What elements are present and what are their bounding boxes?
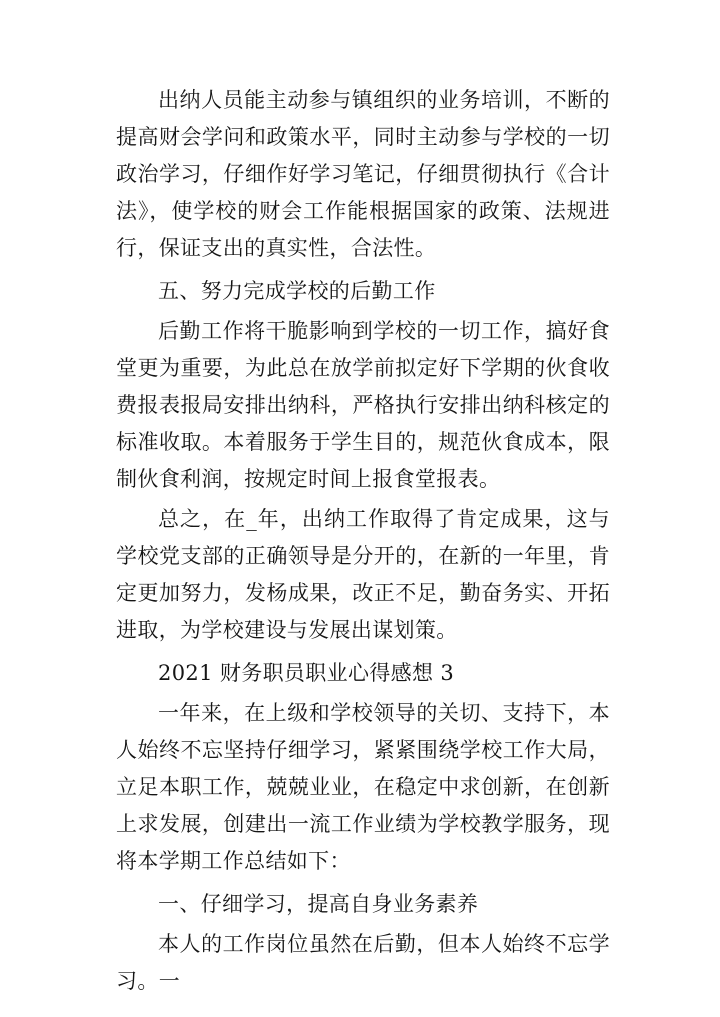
article-heading: 2021 财务职员职业心得感想 3 [158,661,455,685]
document-body [116,82,610,1000]
paragraph-study: 本人的工作岗位虽然在后勤，但本人始终不忘学习。一 [116,932,610,993]
paragraph-training: 出纳人员能主动参与镇组织的业务培训，不断的提高财会学问和政策水平，同时主动参与学校的一切政治学习，仔细作好学习笔记，仔细贯彻执行《合计法》，使学校的财会工作能根据国家的政策、法规进行，保证支出的真实性，合法性。 [116,88,610,260]
paragraph-summary: 总之，在_年，出纳工作取得了肯定成果，这与学校党支部的正确领导是分开的，在新的一年里，肯定更加努力，发杨成果，改正不足，勤奋务实、开拓进取，为学校建设与发展出谋划策。 [116,507,610,642]
paragraph-introduction: 一年来，在上级和学校领导的关切、支持下，本人始终不忘坚持仔细学习，紧紧围绕学校工作大局，立足本职工作，兢兢业业，在稳定中求创新，在创新上求发展，创建出一流工作业绩为学校教学服务，现将本学期工作总结如下： [116,701,610,873]
section-heading-logistics: 五、努力完成学校的后勤工作 [158,279,436,303]
section-heading-study: 一、仔细学习，提高自身业务素养 [158,892,479,916]
paragraph-logistics: 后勤工作将干脆影响到学校的一切工作，搞好食堂更为重要，为此总在放学前拟定好下学期的伙食收费报表报局安排出纳科，严格执行安排出纳科核定的标准收取。本着服务于学生目的，规范伙食成本，限制伙食利润，按规定时间上报食堂报表。 [116,319,610,491]
